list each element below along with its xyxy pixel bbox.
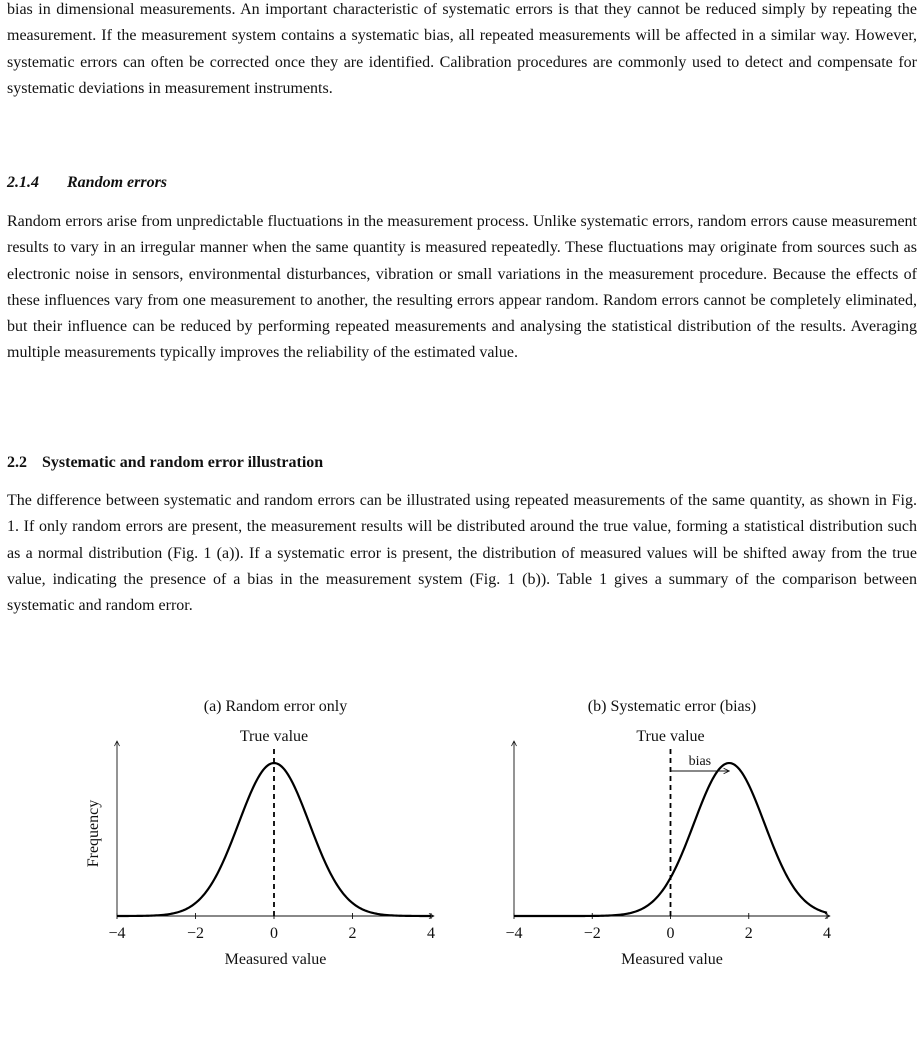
panel-a-x-tick-label: −4: [108, 925, 126, 942]
panel-b-x-tick-label: 4: [823, 925, 831, 942]
panel-b-x-axis-label: Measured value: [621, 951, 723, 968]
panel-b-title: (b) Systematic error (bias): [587, 698, 757, 715]
panel-b-bias-label: bias: [688, 754, 712, 769]
paragraph-random-errors: Random errors arise from unpredictable fluctuations in the measurement process. Unlike systematic errors, random errors cause measurement results to vary in an irregular manner when the same quantity is measured repeatedly. These fluctuations may originate from sources such as electronic noise in sensors, environmental disturbances, vibration or small variations in the measurement procedure. Because the effects of these influences vary from one measurement to another, the resulting errors appear random. Random errors cannot be completely eliminated, but their influence can be reduced by performing repeated measurements and analysing the statistical distribution of the results. Averaging multiple measurements typically improves the reliability of the estimated value.: [7, 213, 917, 362]
panel-a-true-value-label: True value: [239, 728, 309, 745]
panel-b-x-tick-label: 0: [666, 925, 675, 942]
panel-a-x-tick-label: 4: [427, 925, 435, 942]
panel-a-y-axis-label: Frequency: [85, 799, 102, 868]
paragraph-illustration: The difference between systematic and random errors can be illustrated using repeated measurements of the same quantity, as shown in Fig. 1. If only random errors are present, the measurement results will be distributed around the true value, forming a statistical distribution such as a normal distribution (Fig. 1 (a)). If a systematic error is present, the distribution of measured values will be shifted away from the true value, indicating the presence of a bias in the measurement system (Fig. 1 (b)). Table 1 gives a summary of the comparison between systematic and random error.: [7, 492, 917, 615]
panel-a-x-tick-label: 0: [270, 925, 278, 942]
panel-b-x-tick-label: 2: [744, 925, 753, 942]
panel-a-x-tick-label: −2: [186, 925, 205, 942]
panel-b-true-value-label: True value: [636, 728, 705, 745]
subsection-number: 2.1.4: [7, 174, 39, 191]
panel-a-x-tick-label: 2: [348, 925, 357, 942]
panel-b-x-tick-label: −4: [505, 925, 523, 942]
panel-a-title: (a) Random error only: [203, 698, 348, 715]
section-title: Systematic and random error illustration: [42, 454, 324, 471]
paragraph-systematic-errors: bias in dimensional measurements. An important characteristic of systematic errors is that they cannot be reduced simply by repeating the measurement. If the measurement system contains a systematic bias, all repeated measurements will be affected in a similar way. However, systematic errors can often be corrected once they are identified. Calibration procedures are commonly used to detect and compensate for systematic deviations in measurement instruments.: [7, 1, 917, 97]
panel-b-x-tick-label: −2: [583, 925, 601, 942]
section-number: 2.2: [7, 454, 27, 471]
panel-a-x-axis-label: Measured value: [224, 951, 327, 968]
subsection-title: Random errors: [67, 174, 168, 191]
